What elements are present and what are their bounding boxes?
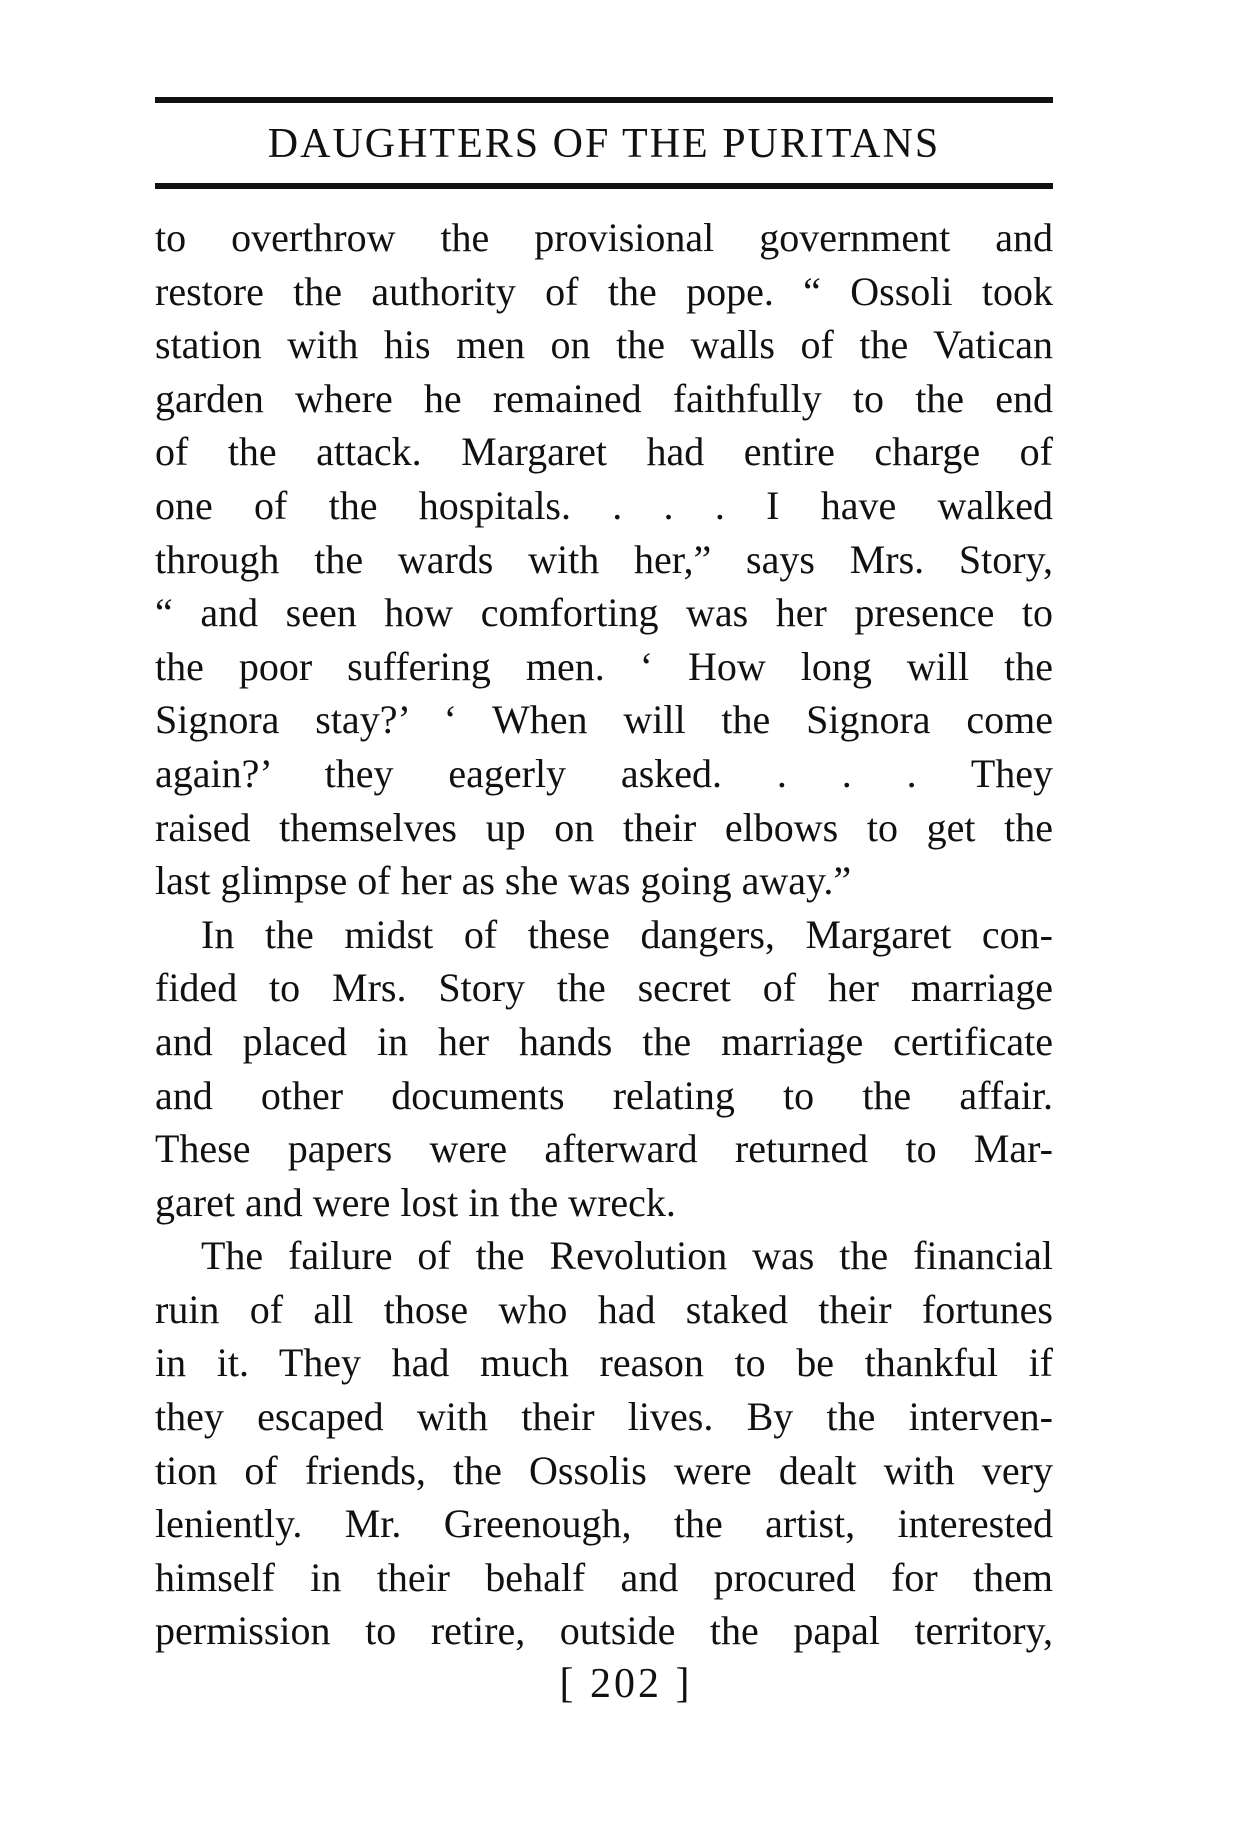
text-line: one of the hospitals. . . . I have walked: [155, 482, 1053, 528]
text-line: leniently. Mr. Greenough, the artist, interested: [155, 1501, 1053, 1547]
page-number: [ 202 ]: [559, 1661, 693, 1707]
text-line: restore the authority of the pope. “ Ossoli took: [155, 268, 1053, 314]
header-rule-bottom: [155, 183, 1053, 189]
running-head: DAUGHTERS OF THE PURITANS: [267, 121, 941, 167]
text-line: through the wards with her,” says Mrs. Story,: [155, 536, 1053, 582]
text-line: station with his men on the walls of the Vatican: [155, 322, 1053, 368]
text-line: permission to retire, outside the papal territory,: [155, 1608, 1053, 1654]
text-line: “ and seen how comforting was her presence to: [155, 590, 1053, 636]
text-line: fided to Mrs. Story the secret of her marriage: [155, 965, 1053, 1011]
text-line: again?’ they eagerly asked. . . . They: [155, 750, 1053, 796]
paragraph-start-line: In the midst of these dangers, Margaret con-: [201, 911, 1053, 957]
text-line: of the attack. Margaret had entire charge of: [155, 429, 1053, 475]
text-line: raised themselves up on their elbows to get the: [155, 804, 1053, 850]
text-line: last glimpse of her as she was going away.”: [155, 858, 852, 904]
paragraph-start-line: The failure of the Revolution was the financial: [201, 1233, 1053, 1279]
text-line: to overthrow the provisional government and: [155, 215, 1053, 260]
text-line: the poor suffering men. ‘ How long will the: [155, 643, 1053, 689]
text-line: and other documents relating to the affair.: [155, 1072, 1053, 1118]
text-line: Signora stay?’ ‘ When will the Signora come: [155, 697, 1053, 743]
text-line: himself in their behalf and procured for them: [155, 1554, 1053, 1600]
body-text: [155, 211, 1053, 1658]
text-line: These papers were afterward returned to Mar-: [155, 1126, 1053, 1172]
text-line: they escaped with their lives. By the interven-: [155, 1394, 1053, 1440]
text-line: garet and were lost in the wreck.: [155, 1179, 676, 1225]
text-line: ruin of all those who had staked their fortunes: [155, 1286, 1053, 1332]
page-content: [155, 97, 1053, 1658]
text-line: garden where he remained faithfully to the end: [155, 375, 1053, 421]
text-line: in it. They had much reason to be thankful if: [155, 1340, 1053, 1386]
text-line: and placed in her hands the marriage certificate: [155, 1018, 1053, 1064]
text-line: tion of friends, the Ossolis were dealt with very: [155, 1447, 1053, 1493]
